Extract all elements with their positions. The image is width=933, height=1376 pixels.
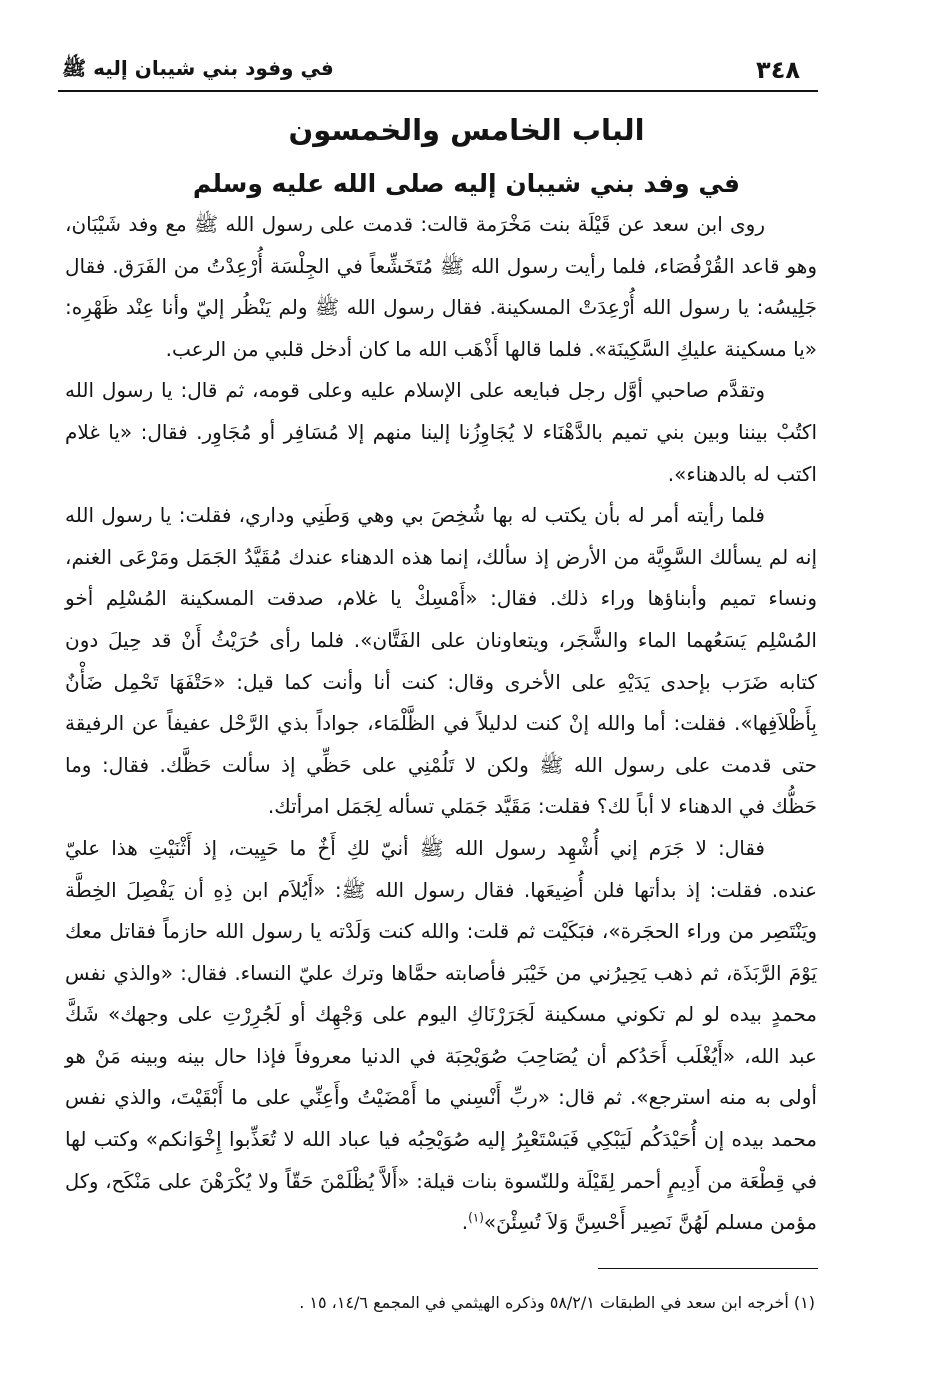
body-line: عبد الله، «أَيُغْلَب أَحَدُكم أن يُصَاحِبَ صُوَيْحِبَة في الدنيا معروفاً فإذا حال بينه وبينه مَنْ هو [65,1043,817,1068]
body-line: فلما رأيته أمر له بأن يكتب له بها شُخِصَ بي وهي وَطَنِي وداري، فقلت: يا رسول الله [65,503,765,528]
body-line: محمد بيده إن أُحَيْدَكُم لَيَبْكِي فَيَسْتَعْبِرُ إليه صُوَيْحِبُه فيا عباد الله لا تُعَذِّبوا إِخْوَانكم» وكتب لها [65,1127,817,1152]
body-paragraph [65,370,817,495]
body-paragraph [65,828,817,1244]
body-line: محمدٍ بيده لو لم تكوني مسكينة لَجَرَرْنَاكِ اليوم على وَجْهِك أو لَجُرِرْتِ على وجهك» شَكَّ [65,1002,817,1027]
body-line: إنه لم يسألك السَّوِيَّة من الأرض إذ سألك، إنما هذه الدهناء عندك مُقَيَّدُ الجَمَل ومَرْعَى الغنم، [65,544,817,569]
closing-punctuation: . [461,1210,469,1235]
page-header [58,50,818,92]
page-number: ٣٤٨ [756,56,800,84]
body-line: حَظُّك في الدهناء لا أباً لك؟ فقلت: مَقَيَّد جَمَلي تسأله لِجَمَل امرأتك. [267,794,817,819]
body-line: ونساء تميم وأبناؤها وراء ذلك. فقال: «أَمْسِكْ يا غلام، صدقت المسكينة المُسْلِم أخو [65,586,817,611]
body-text [65,204,817,1244]
body-line: كتابه ضَرَب بإحدى يَدَيْهِ على الأخرى وقال: كنت أنا وأنت كما قيل: «حَتْفَهَا تَحْمِل ضَأْنٌ [65,669,817,694]
body-line: أولى به منه استرجع». ثم قال: «ربِّ أَنْسِني ما أَمْضَيْتُ وأَعِنِّي على ما أَبْقَيْتَ، والذي نفس [65,1085,817,1110]
footnote: (١) أخرجه ابن سعد في الطبقات ٥٨/٢/١ وذكره الهيثمي في المجمع ١٤/٦، ١٥ . [299,1293,815,1312]
body-paragraph [65,495,817,828]
chapter-subtitle: في وفد بني شيبان إليه صلى الله عليه وسلم [192,169,741,198]
body-line: وهو قاعد القُرْفُصَاء، فلما رأيت رسول الله ﷺ مُتَخَشِّعاً في الجِلْسَة أُرْعِدْتُ من الفَرَق. فقال [65,253,817,278]
body-line: ويَنْتَصِر من وراء الحجَرة»، فبَكَيْت ثم قلت: والله كنت وَلَدْته يا رسول الله حازماً فقاتل معك [65,919,817,944]
body-line: اكتُبْ بيننا وبين بني تميم بالدَّهْنَاء لا يُجَاوِزُنا إلينا منهم إلا مُسَافِر أو مُجَاوِر. فقال: «يا غلام [65,419,817,444]
body-line: في قِطْعَة من أَدِيمٍ أحمر لِقَيْلَة وللنّسوة بنات قيلة: «أَلاَّ يُظْلَمْنَ حَقّاً ولا يُكْرَهْنَ على مَنْكَح، وكل [65,1169,817,1193]
body-line: وتقدَّم صاحبي أوَّل رجل فبايعه على الإسلام عليه وعلى قومه، ثم قال: يا رسول الله [65,378,765,403]
footnote-separator [598,1268,818,1269]
closing-text: مؤمن مسلم لَهُنَّ نَصِير أَحْسِنَّ وَلاَ تُسِئْنَ» [483,1210,817,1235]
footnote-reference: (١) [468,1210,484,1225]
body-line: روى ابن سعد عن قَيْلَة بنت مَخْرَمة قالت: قدمت على رسول الله ﷺ مع وفد شَيْبَان، [65,212,765,236]
body-paragraph [65,204,817,370]
body-line: فقال: لا جَرَم إني أُشْهِد رسول الله ﷺ أنيّ لكِ أَخٌ ما حَيِيت، إذ أَثْنَيْتِ هذا عليّ [65,835,765,860]
body-line-closing [65,1202,817,1244]
body-line: يَوْمَ الرَّبَذَة، ثم ذهب يَحِيرُني من خَيْبَر فأصابته حمَّاها وترك عليّ النساء. فقال: «والذي نفس [65,960,817,985]
body-line: جَلِيسُه: يا رسول الله أُرْعِدَتْ المسكينة. فقال رسول الله ﷺ ولم يَنْظُر إليّ وأنا عِنْد ظَهْرِه: [65,295,817,320]
chapter-title: الباب الخامس والخمسون [288,113,645,147]
body-line: عنده. فقلت: إذ بدأتها فلن أُضِيعَها. فقال رسول الله ﷺ: «أَيُلاَم ابن ذِهِ أن يَفْصِلَ الخِطَّة [65,877,817,902]
body-line: حتى قدمت على رسول الله ﷺ ولكن لا تَلُمْنِي على حَظِّي إذ سألت حَظَّك. فقال: وما [65,752,817,777]
body-line: المُسْلِم يَسَعُهما الماء والشَّجَر، ويتعاونان على الفَتَّان». فلما رأى حُرَيْثُ أَنْ قد حِيلَ دون [65,627,817,652]
body-line: «يا مسكينة عليكِ السَّكِينَة». فلما قالها أَذْهَب الله ما كان أدخل قلبي من الرعب. [165,336,817,361]
running-title: في وفود بني شيبان إليه ﷺ [62,55,334,80]
body-line: اكتب له بالدهناء». [667,461,817,486]
body-line: بِأَظْلاَفِها». فقلت: أما والله إنْ كنت لدليلاً في الظَّلْمَاء، جواداً بذي الرَّحْل عفيفاً عن الرفيقة [65,711,817,736]
